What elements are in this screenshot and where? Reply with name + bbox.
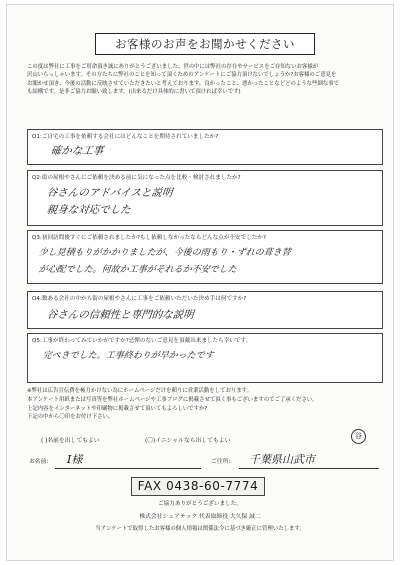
question-2-answer: 谷さんのアドバイスと説明 [46,187,174,199]
question-4-answer: 谷さんの信頼性と専門的な説明 [46,309,195,321]
question-2-label: Q2:街の屋根やさんにご依頼を決める前に気になった点を比較・検討されましたか? [32,175,241,181]
name-underline [55,468,201,469]
question-1-label: Q1:ご自宅の工事を依頼する会社にはどんなことを期待されていましたか? [32,134,219,140]
intro-line: この度は弊社に工事をご用命頂き誠にありがとうございました。世の中には弊社の存在やサービスをご存知ないお客様が [27,64,319,70]
note-line: 上記内容をインターネットや印刷物に掲載させて頂いてもよろしいですか? [27,405,208,412]
address-underline [239,468,379,469]
note-line: ※弊社は広告宣伝費を極力かけない為にホームページだけを頼りに営業活動をしております。 [27,388,252,394]
question-5-answer: 完ぺきでした。工事終わりが早かったです [42,351,215,361]
name-value: I様 [67,453,83,466]
question-5-box [27,333,383,383]
company-name: 株式会社シェアテック 代表取締役 大久保 誠二 [139,514,261,520]
question-3-box [27,230,383,284]
seal-stamp: 谷 [351,429,366,444]
intro-text [27,63,379,97]
intro-line: も結構です。是非ご協力お願い致します。(出来るだけ具体的に書いて頂ければ幸いです) [27,89,241,96]
question-1-answer: 確かな工事 [50,145,104,157]
note-line: 本アンケート用紙または写真等を弊社ホームページや工事ブログに掲載させて頂く事もございますのでご了承ください。 [27,396,318,403]
fax-number: FAX 0438-60-7774 [131,477,265,496]
signature-area [27,449,381,471]
consent-option-name[interactable]: ( )名前を出してもよい [41,438,100,444]
survey-sheet [6,4,394,561]
address-label: ご住所: [211,459,231,465]
privacy-footer: 当アンケートで取得したお客様の個人情報は関係法令に基づき厳正に管理いたします。 [95,526,305,532]
intro-line: 沢山いらっしゃいます。その方たちに弊社のことを知って頂くためのアンケートにご協力頂けないでしょうか?お客様のご意見を [27,72,337,79]
question-5-label: Q5:工事が終わってみていかがですか?忌憚のないご意見を頂戴出来ましたら幸いです。 [32,338,252,344]
thanks-text: ご協力ありがとうございました。 [158,501,242,507]
question-3-answer: 少し見積もりがかかりましたが、今後の雨もり・ずれの葺き替 [38,248,292,258]
question-3-label: Q3:初回訪問後すぐにご依頼されましたか?もし依頼しなかったならどんな点が不安でしたか? [32,235,266,241]
question-4-box [27,291,383,329]
question-1-box [27,129,383,165]
consent-option-initial[interactable]: (〇)イニシャルなら出してもよい [145,438,231,444]
page-title: お客様のお声をお聞かせください [95,33,315,55]
question-4-label: Q4:数ある会社の中から街の屋根やさんに工事をご依頼いただいた決め手は何ですか? [32,296,247,302]
consent-note [27,387,387,422]
note-line: 下記の中から〇印をお付け下さい。 [27,414,114,421]
intro-line: お聞かせ頂き、今後の活動に反映させていただきたいと考えております。良かったこと、悪かったことなどどのような些細な事で [27,80,340,87]
name-label: お名前: [29,459,49,465]
question-3-answer: が心配でした。何故か工事がそれるか不安でした [38,265,238,275]
address-value: 千葉県山武市 [249,453,315,466]
question-2-answer: 親身な対応でした [46,204,132,216]
question-2-box [27,170,383,226]
